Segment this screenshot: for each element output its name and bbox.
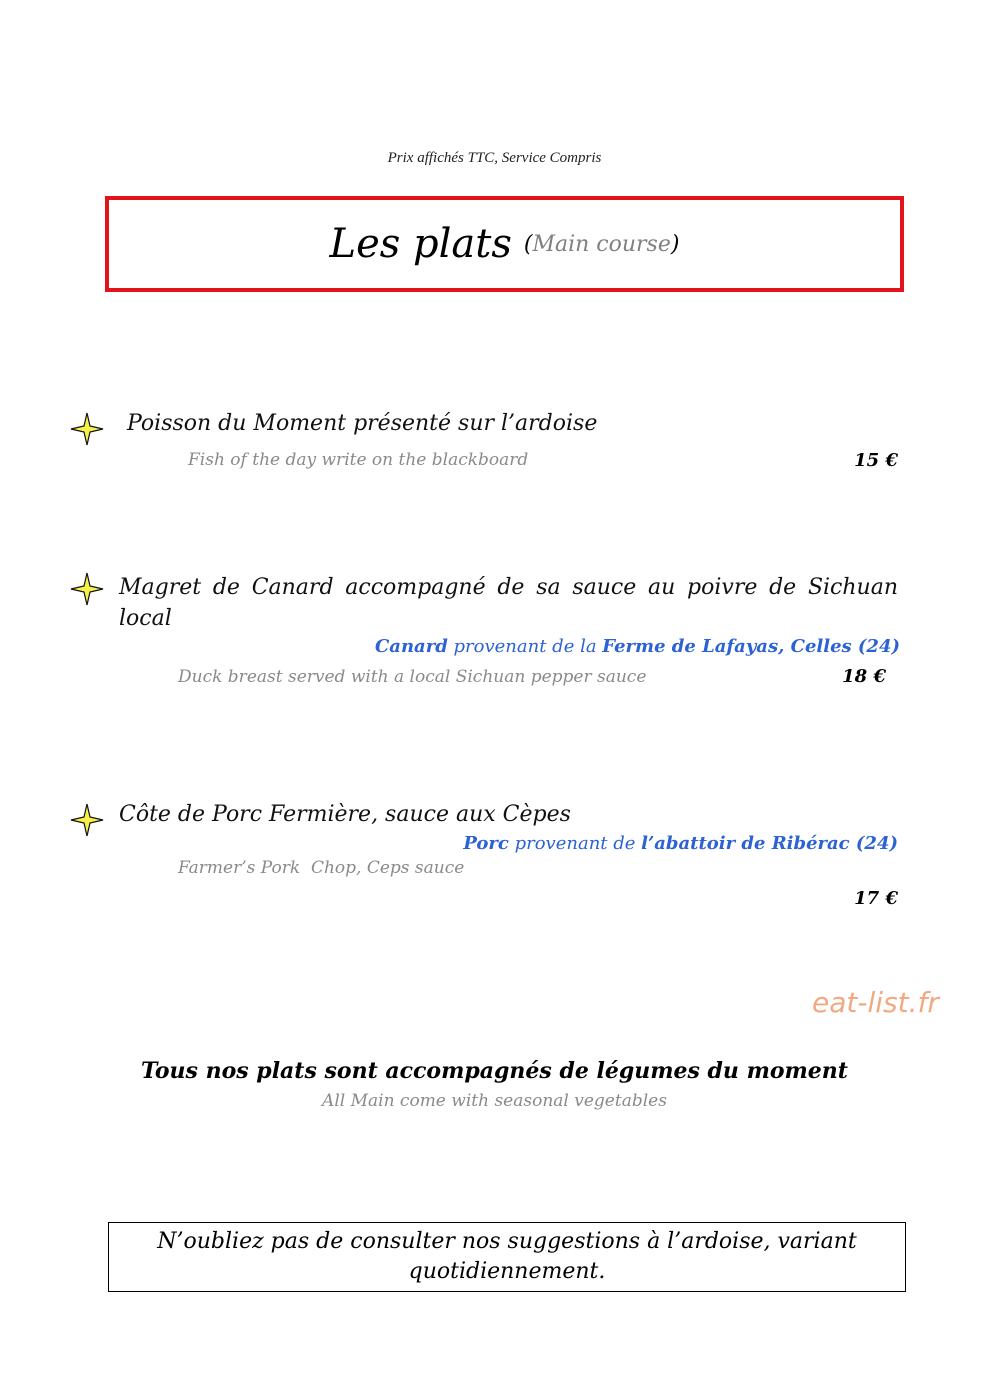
dish-english: Fish of the day write on the blackboard [188, 450, 529, 470]
dish-name: Magret de Canard accompagné de sa sauce au poivre de Sichuan local [119, 575, 898, 631]
four-point-star-icon [70, 412, 104, 446]
origin-place: l’abattoir de Ribérac (24) [641, 833, 898, 854]
origin-connector: provenant de [508, 833, 642, 854]
dish-english: Duck breast served with a local Sichuan pepper sauce [178, 667, 647, 687]
section-title-box [105, 196, 904, 292]
accompaniment-english: All Main come with seasonal vegetables [322, 1091, 667, 1111]
dish-name: Côte de Porc Fermière, sauce aux Cèpes [119, 802, 571, 827]
four-point-star-icon [70, 803, 104, 837]
origin-product: Porc [463, 833, 509, 854]
dish-name: Poisson du Moment présenté sur l’ardoise [127, 411, 598, 436]
dish-price: 18 € [842, 666, 886, 687]
section-subtitle [524, 232, 680, 257]
section-title: Les plats [329, 221, 512, 267]
four-point-star-icon [70, 572, 104, 606]
subtitle-open-paren: ( [523, 231, 533, 257]
subtitle-close-paren: ) [670, 231, 680, 257]
origin-product: Canard [374, 636, 448, 657]
blackboard-reminder-box [108, 1222, 906, 1292]
price-note: Prix affichés TTC, Service Compris [387, 150, 602, 166]
accompaniment-note: Tous nos plats sont accompagnés de légumes du moment [141, 1058, 848, 1084]
blackboard-reminder: N’oubliez pas de consulter nos suggestions à l’ardoise, variant quotidiennement. [157, 1229, 857, 1284]
origin-connector: provenant de la [447, 636, 603, 657]
dish-origin [300, 833, 898, 854]
watermark: eat-list.fr [812, 986, 939, 1019]
subtitle-text: Main course [532, 231, 671, 257]
dish-english: Farmer’s Pork Chop, Ceps sauce [178, 858, 465, 878]
origin-place: Ferme de Lafayas, Celles (24) [602, 636, 900, 657]
dish-origin [300, 636, 900, 657]
dish-price: 15 € [854, 450, 898, 471]
dish-price: 17 € [854, 888, 898, 909]
